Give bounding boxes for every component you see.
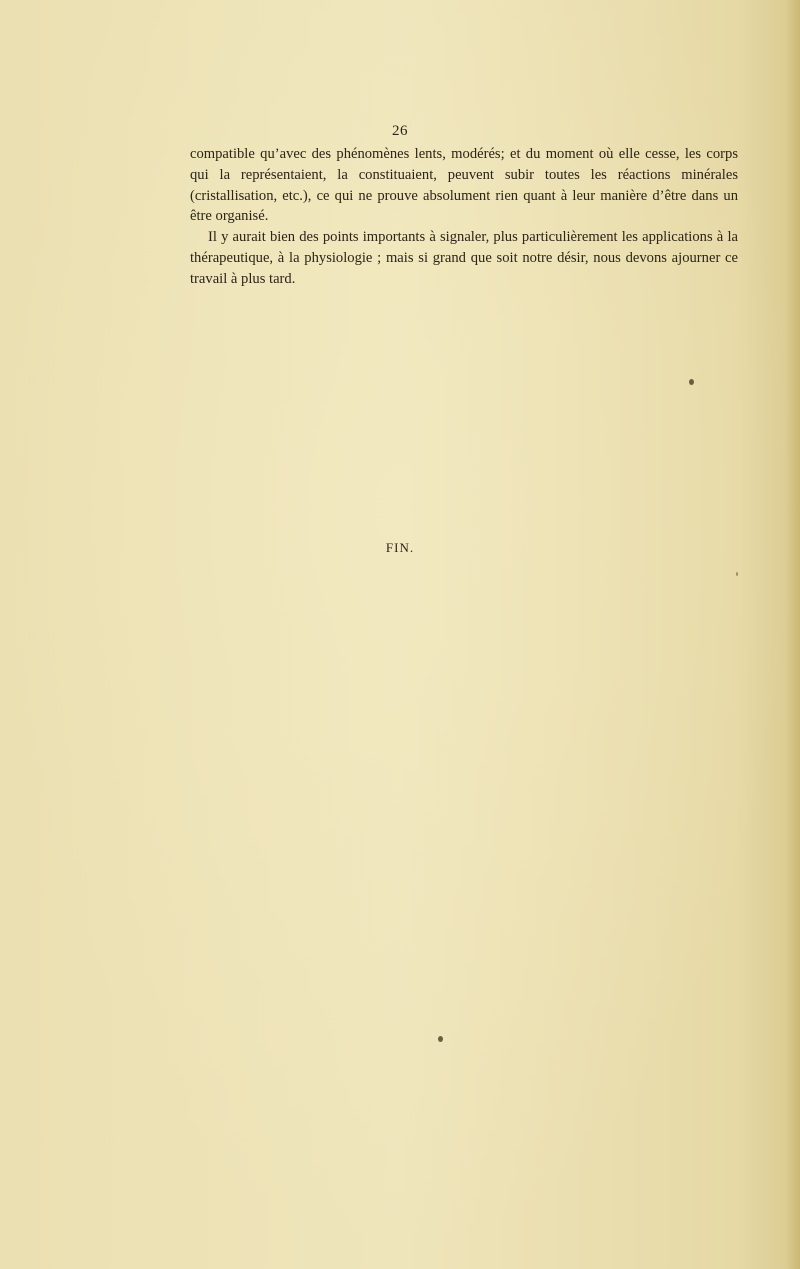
page-number: 26 <box>392 123 408 139</box>
ink-speck <box>689 379 694 385</box>
ink-speck <box>438 1036 443 1042</box>
end-mark: FIN. <box>385 540 415 555</box>
paragraph-1: compatible qu’avec des phénomènes lents, modérés; et du moment où elle cesse, les corps qui la représentaient, la constituaient, peuvent subir toutes les réactions minérales (cristallisation, etc.), ce qui ne prouve absolument rien quant à leur manière d’être dans un être organisé. <box>190 146 738 225</box>
page-edge-shadow <box>786 0 800 1269</box>
body-text <box>190 144 738 290</box>
paragraph-2: Il y aurait bien des points importants à signaler, plus particulièrement les applications à la thérapeutique, à la physiologie ; mais si grand que soit notre désir, nous devons ajourner ce travail à plus tard. <box>190 229 738 287</box>
ink-speck <box>736 572 738 576</box>
